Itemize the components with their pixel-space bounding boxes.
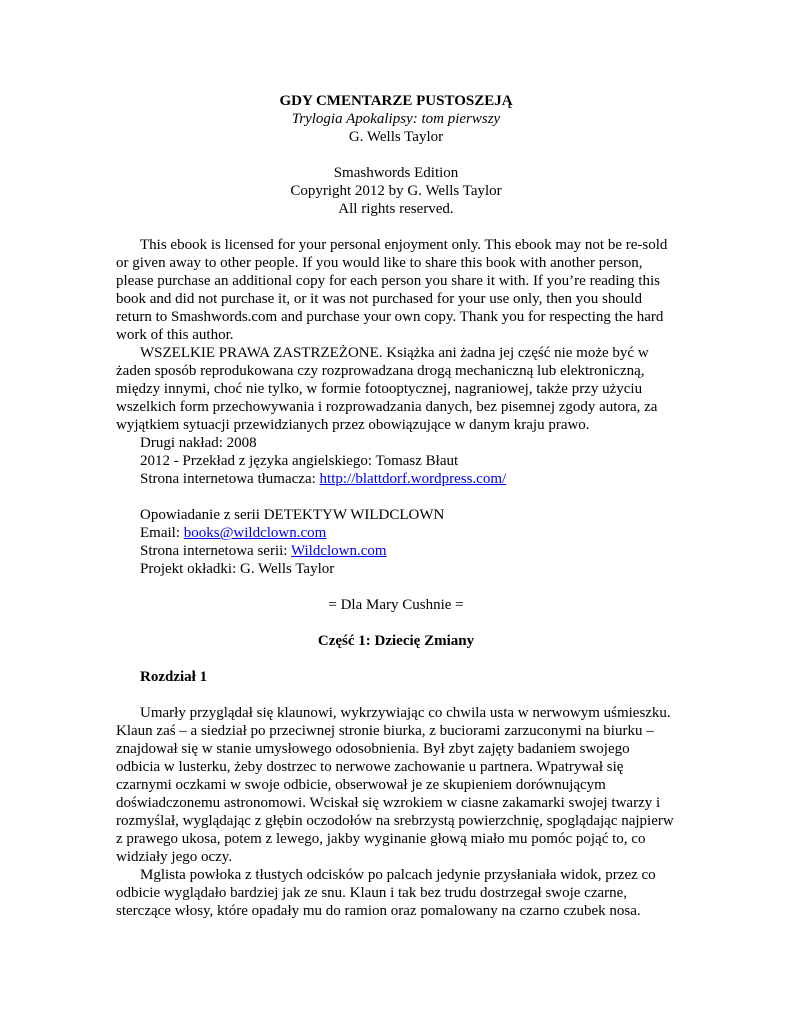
body-paragraph-1: Umarły przyglądał się klaunowi, wykrzywiając co chwila usta w nerwowym uśmieszku. Klaun zaś – a siedział po przeciwnej stronie biurka, z buciorami zarzuconymi na biurku – znajdował się w stanie umysłowego odosobnienia. Był zbyt zajęty badaniem swojego odbicia w lusterku, żeby dostrzec to nerwowe zachowanie u partnera. Wpatrywał się czarnymi oczkami w swoje odbicie, obserwował je ze skupieniem dorównującym doświadczonemu astronomowi. Wciskał się wzrokiem w ciasne zakamarki swojej twarzy i rozmyślał, wyglądając z głębin oczodołów na srebrzystą powierzchnię, spoglądając najpierw z prawego ukosa, potem z lewego, jakby wyginanie głową miało mu pomóc pojąć to, co widziały jego oczy. xyxy=(116,705,674,865)
email-line xyxy=(116,524,676,542)
series-line: Opowiadanie z serii DETEKTYW WILDCLOWN xyxy=(140,507,445,523)
copyright-line: Copyright 2012 by G. Wells Taylor xyxy=(290,183,502,199)
license-paragraph-english: This ebook is licensed for your personal enjoyment only. This ebook may not be re-sold or given away to other people. If you would like to share this book with another person, please purchase an additional copy for each person you share it with. If you’re reading this book and did not purchase it, or it was not purchased for your use only, then you should return to Smashwords.com and purchase your own copy. Thank you for respecting the hard work of this author. xyxy=(116,237,668,343)
spacer xyxy=(116,686,676,704)
chapter-title: Rozdział 1 xyxy=(140,669,208,685)
email-label: Email: xyxy=(140,525,184,541)
book-author: G. Wells Taylor xyxy=(348,129,444,145)
spacer xyxy=(116,218,676,236)
book-title: GDY CMENTARZE PUSTOSZEJĄ xyxy=(279,93,513,109)
spacer xyxy=(116,614,676,632)
translator-site-line xyxy=(116,470,676,488)
rights-line: All rights reserved. xyxy=(338,201,454,217)
spacer xyxy=(116,650,676,668)
book-subtitle: Trylogia Apokalipsy: tom pierwszy xyxy=(291,111,501,127)
series-site-line xyxy=(116,542,676,560)
dedication: = Dla Mary Cushnie = xyxy=(328,597,464,613)
document-page xyxy=(116,92,676,920)
license-paragraph-polish: WSZELKIE PRAWA ZASTRZEŻONE. Książka ani żadna jej część nie może być w żaden sposób reprodukowana czy rozprowadzana drogą mechaniczną lub elektroniczną, między innymi, choć nie tylko, w formie fotooptycznej, nagraniowej, także przy użyciu wszelkich form przechowywania i rozprowadzania danych, bez pisemnej zgody autora, za wyjątkiem sytuacji przewidzianych przez obowiązujące w danym kraju prawo. xyxy=(116,345,658,433)
email-link[interactable]: books@wildclown.com xyxy=(183,525,327,541)
series-site-link[interactable]: Wildclown.com xyxy=(290,543,387,559)
series-site-label: Strona internetowa serii: xyxy=(140,543,291,559)
body-paragraph-2: Mglista powłoka z tłustych odcisków po palcach jedynie przysłaniała widok, przez co odbicie wyglądało bardziej jak ze snu. Klaun i tak bez trudu dostrzegał swoje czarne, sterczące włosy, które opadały mu do ramion oraz pomalowany na czarno czubek nosa. xyxy=(116,867,656,919)
spacer xyxy=(116,578,676,596)
spacer xyxy=(116,488,676,506)
translator-site-link[interactable]: http://blattdorf.wordpress.com/ xyxy=(319,471,507,487)
spacer xyxy=(116,146,676,164)
part-title: Część 1: Dziecię Zmiany xyxy=(317,633,475,649)
translator-site-label: Strona internetowa tłumacza: xyxy=(140,471,320,487)
translation-line: 2012 - Przekład z języka angielskiego: Tomasz Błaut xyxy=(140,453,459,469)
cover-credit-line: Projekt okładki: G. Wells Taylor xyxy=(140,561,335,577)
print-run-line: Drugi nakład: 2008 xyxy=(140,435,257,451)
edition-line: Smashwords Edition xyxy=(333,165,459,181)
